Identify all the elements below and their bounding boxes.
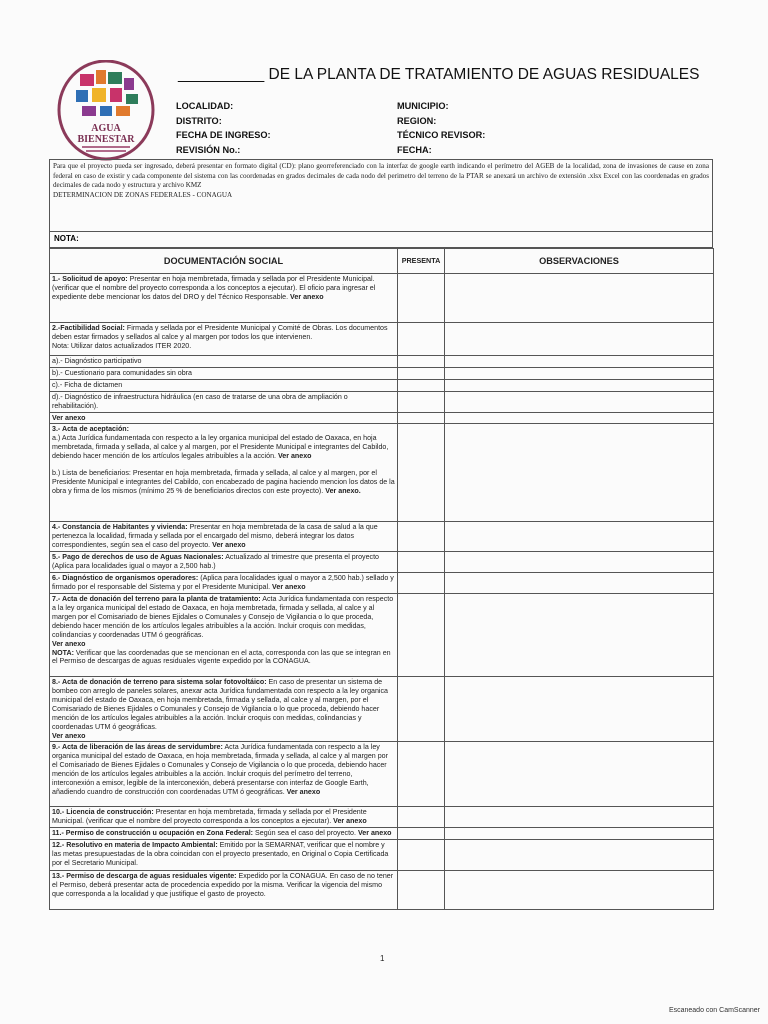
nota-box (49, 232, 713, 248)
row-title: 13.- Permiso de descarga de aguas residuales vigente: (52, 872, 237, 881)
row-title: 9.- Acta de liberación de las áreas de servidumbre: (52, 743, 223, 752)
observaciones-cell[interactable] (445, 367, 714, 379)
presenta-cell[interactable] (398, 871, 445, 910)
ver-anexo: Ver anexo (277, 452, 312, 461)
table-row (50, 391, 714, 412)
table-row (50, 552, 714, 573)
row-body: En caso de presentar un sistema de bombeo con arreglo de paneles solares, anexar acta Jurídica fundamentada con respecto a la ley organica municipal del estado de Oaxaca, en hoja membretada, firmada y sellada, al calce y al margen, por el Comisariado de Bienes Ejidales o Comunales y Consejo de Vigilancia o lo que proceda, debiendo hacer mención de los artículos legales atribuibles a la acción. Incluir croquis con medidas, colindancias y coordenadas UTM ó geográficas. (52, 678, 388, 731)
row-6-text (50, 573, 398, 594)
presenta-cell[interactable] (398, 840, 445, 871)
row-13-text (50, 871, 398, 910)
distrito-label: DISTRITO: (176, 116, 222, 126)
row-title: 1.- Solicitud de apoyo: (52, 275, 128, 283)
observaciones-cell[interactable] (445, 871, 714, 910)
sub-b: b).- Cuestionario para comunidades sin obra (50, 367, 398, 379)
row-title: 6.- Diagnóstico de organismos operadores: (52, 574, 199, 583)
row-8-text (50, 677, 398, 742)
sub-a: a).- Diagnóstico participativo (50, 356, 398, 368)
fecha-label: FECHA: (397, 145, 432, 155)
agua-bienestar-logo (56, 60, 156, 164)
observaciones-cell[interactable] (445, 677, 714, 742)
row-body: (Aplica para localidades igual o mayor a 2,500 hab.) sellado y firmado por el responsable del Sistema y por el Presidente Municipal. (52, 574, 394, 592)
row-title: 8.- Acta de donación de terreno para sistema solar fotovoltáico: (52, 678, 267, 687)
row-7-text (50, 594, 398, 677)
row-9-text (50, 742, 398, 807)
row-note: Verificar que las coordenadas que se mencionan en el acta, corresponda con las que se integran en el Permiso de descargas de aguas residuales vigente expedido por la CONAGUA. (52, 648, 391, 666)
row-body-a: a.) Acta Jurídica fundamentada con respecto a la ley organica municipal del estado de Oaxaca, en hoja membretada, firmada y sellada, al calce y al margen, por el Presidente Municipal e integrantes del Cabildo, debiendo hacer mención de los artículos legales atribuibles a la acción. (52, 434, 389, 461)
page-number: 1 (380, 954, 385, 963)
table-row (50, 677, 714, 742)
observaciones-cell[interactable] (445, 594, 714, 677)
revision-label: REVISIÓN No.: (176, 145, 241, 155)
table-row (50, 742, 714, 807)
row-body: Acta Jurídica fundamentada con respecto a la ley organica municipal del estado de Oaxaca, en hoja membretada, firmada y sellada, al calce y al margen por el Comisariado de Bienes Ejidales o Comunales y Consejo de Vigilancia o lo que proceda, debiendo hacer mención de los artículos legales atribuibles a la acción. Incluir croquis del perímetro del terreno, interconexión a emisor, legible de la interconexión, deberá presentarse con interfaz de Google Earth, añadiendo cuandro de construcción con coordenadas UTM ó geográficas. (52, 743, 388, 796)
presenta-cell[interactable] (398, 379, 445, 391)
table-row (50, 412, 714, 424)
row-title: 5.- Pago de derechos de uso de Aguas Nacionales: (52, 553, 224, 562)
col-documentacion-social: DOCUMENTACIÓN SOCIAL (50, 249, 398, 274)
table-row (50, 573, 714, 594)
intro-instructions (49, 159, 713, 232)
presenta-cell[interactable] (398, 828, 445, 840)
observaciones-cell[interactable] (445, 323, 714, 356)
municipio-label: MUNICIPIO: (397, 101, 449, 111)
presenta-cell[interactable] (398, 424, 445, 522)
intro-line-conagua: DETERMINACION DE ZONAS FEDERALES - CONAGUA (53, 190, 233, 199)
presenta-cell[interactable] (398, 522, 445, 552)
observaciones-cell[interactable] (445, 552, 714, 573)
presenta-cell[interactable] (398, 367, 445, 379)
row-body: Expedido por la CONAGUA. En caso de no tener el Permiso, deberá presentar acta de procedencia expedido por la misma. Verificar la vigencia del mismo que corresponda a la localidad y que justifique el gasto de proyecto. (52, 872, 394, 898)
table-row (50, 356, 714, 368)
row-body: Presentar en hoja membretada, firmada y sellada por el Presidente Municipal. (verificar que el nombre del proyecto corresponda a los conceptos a ejecutar). El oficio para ingresar el expediente debe mencionar los datos del DRO y del Técnico Responsable. (52, 275, 376, 301)
row-title: 7.- Acta de donación del terreno para la planta de tratamiento: (52, 595, 261, 604)
presenta-cell[interactable] (398, 594, 445, 677)
presenta-cell[interactable] (398, 323, 445, 356)
observaciones-cell[interactable] (445, 424, 714, 522)
row-body: Acta Jurídica fundamentada con respecto a la ley organica municipal del estado de Oaxaca, en hoja membretada, firmada y sellada, al calce y al margen por el Comisariado de bienes Ejidales o Comunales y Consejo de Vigilancia o lo que proceda, debiendo hacer mención de los artículos legales atribuibles a la acción. Incluir croquis con medidas, colindancias y coordenadas UTM ó geográficas. (52, 595, 394, 639)
col-observaciones: OBSERVACIONES (445, 249, 714, 274)
row-title: 12.- Resolutivo en materia de Impacto Ambiental: (52, 841, 218, 850)
region-label: REGION: (397, 116, 437, 126)
svg-text:BIENESTAR: BIENESTAR (77, 134, 135, 145)
row-3-text (50, 424, 398, 522)
ver-anexo: Ver anexo (290, 292, 324, 301)
row-title: 2.-Factibilidad Social: (52, 324, 125, 332)
row-body: Actualizado al trimestre que presenta el proyecto (Aplica para localidades igual o mayor a 2,500 hab.) (52, 553, 379, 571)
ver-anexo: Ver anexo (357, 829, 392, 838)
row-title: 11.- Permiso de construcción u ocupación en Zona Federal: (52, 829, 254, 838)
presenta-cell[interactable] (398, 412, 445, 424)
table-row (50, 424, 714, 522)
row-title: 10.- Licencia de construcción: (52, 808, 154, 817)
table-row (50, 367, 714, 379)
row-note: Nota: Utilizar datos actualizados ITER 2020. (52, 341, 192, 350)
nota-label: NOTA: (54, 234, 79, 243)
observaciones-cell[interactable] (445, 356, 714, 368)
row-5-text (50, 552, 398, 573)
table-row (50, 522, 714, 552)
observaciones-cell[interactable] (445, 274, 714, 323)
row-4-text (50, 522, 398, 552)
fecha-ingreso-label: FECHA DE INGRESO: (176, 130, 271, 140)
camscanner-watermark: Escaneado con CamScanner (668, 1007, 760, 1014)
ver-anexo: Ver anexo. (325, 486, 361, 495)
row-12-text (50, 840, 398, 871)
table-row (50, 323, 714, 356)
presenta-cell[interactable] (398, 391, 445, 412)
row-body-b: b.) Lista de beneficiarios: Presentar en hoja membretada, firmada y sellada, al calce y al margen, por el Presidente Municipal e integrantes del Cabildo, con encabezado de pagina haciendo mencion los datos de la obra y firma de los mismos (mínimo 25 % de beneficiarios directos con este proyecto). (52, 469, 395, 495)
ver-anexo: Ver anexo (212, 541, 246, 550)
observaciones-cell[interactable] (445, 391, 714, 412)
table-row (50, 594, 714, 677)
presenta-cell[interactable] (398, 677, 445, 742)
row-body: Presentar en hoja membretada de la casa de salud a la que pertenezca la localidad, firmada y sellada por el encargado del mismo, deberá integrar los datos correspondientes, según sea el caso del proyecto. (52, 523, 378, 550)
row-1-text (50, 274, 398, 323)
ver-anexo: Ver anexo (52, 731, 86, 740)
presenta-cell[interactable] (398, 807, 445, 828)
intro-paragraph: Para que el proyecto pueda ser ingresado, deberá presentar en formato digital (CD): plano georreferenciado con la interfaz de google earth indicando el perímetro del AGEB de la localidad, zona de invasiones de cause en zona federal en caso de existir y cada componente del sistema con las coordenadas en grados decimales de cada nodo del perimetro del terreno de la PTAR se anexará un archivo de extensión .xlsx Excel con las coordenadas en grados decimales de cada nodo y estructura y archivo KMZ (53, 162, 709, 190)
presenta-cell[interactable] (398, 573, 445, 594)
nota-title: NOTA: (52, 648, 74, 657)
observaciones-cell[interactable] (445, 840, 714, 871)
tecnico-revisor-label: TÉCNICO REVISOR: (397, 130, 486, 140)
sub-c: c).- Ficha de dictamen (50, 379, 398, 391)
observaciones-cell[interactable] (445, 807, 714, 828)
documentation-table (49, 248, 714, 910)
row-2-text (50, 323, 398, 356)
row-title: 4.- Constancia de Habitantes y vivienda: (52, 523, 188, 532)
row-body: Según sea el caso del proyecto. (253, 829, 358, 838)
table-row (50, 274, 714, 323)
table-row (50, 871, 714, 910)
observaciones-cell[interactable] (445, 742, 714, 807)
presenta-cell[interactable] (398, 552, 445, 573)
observaciones-cell[interactable] (445, 522, 714, 552)
row-title: 3.- Acta de aceptación: (52, 425, 130, 434)
spacer (52, 461, 395, 469)
document-title: __________ DE LA PLANTA DE TRATAMIENTO DE AGUAS RESIDUALES (178, 66, 700, 83)
table-row (50, 807, 714, 828)
table-header-row (50, 249, 714, 274)
ver-anexo: Ver anexo (333, 817, 367, 826)
observaciones-cell[interactable] (445, 379, 714, 391)
svg-text:AGUA: AGUA (91, 123, 121, 134)
presenta-cell[interactable] (398, 742, 445, 807)
row-body: Presentar en hoja membretada, firmada y sellada por el Presidente Municipal. (verificar que el nombre del proyecto corresponda a los conceptos a ejecutar). (52, 808, 367, 826)
col-presenta: PRESENTA (398, 249, 445, 274)
row-body: Firmada y sellada por el Presidente Municipal y Comité de Obras. Los documentos deben estar firmados y sellados al calce y al margen por todos los que intervienen. (52, 324, 388, 341)
presenta-cell[interactable] (398, 274, 445, 323)
ver-anexo: Ver anexo (286, 787, 321, 796)
localidad-label: LOCALIDAD: (176, 101, 234, 111)
ver-anexo: Ver anexo (272, 583, 306, 592)
row-10-text (50, 807, 398, 828)
observaciones-cell[interactable] (445, 573, 714, 594)
table-row (50, 379, 714, 391)
table-row (50, 840, 714, 871)
row-2-ver-anexo: Ver anexo (50, 412, 398, 424)
sub-d: d).- Diagnóstico de infraestructura hidráulica (en caso de tratarse de una obra de ampliación o rehabilitación). (50, 391, 398, 412)
presenta-cell[interactable] (398, 356, 445, 368)
ver-anexo: Ver anexo (52, 639, 86, 648)
row-body: Emitido por la SEMARNAT, verificar que el nombre y las metas presupuestadas de la obra coincidan con el proyecto presentado, en Original o Copia Certificada por el Secretario Municipal. (52, 841, 389, 867)
row-11-text (50, 828, 398, 840)
observaciones-cell[interactable] (445, 412, 714, 424)
table-row (50, 828, 714, 840)
observaciones-cell[interactable] (445, 828, 714, 840)
